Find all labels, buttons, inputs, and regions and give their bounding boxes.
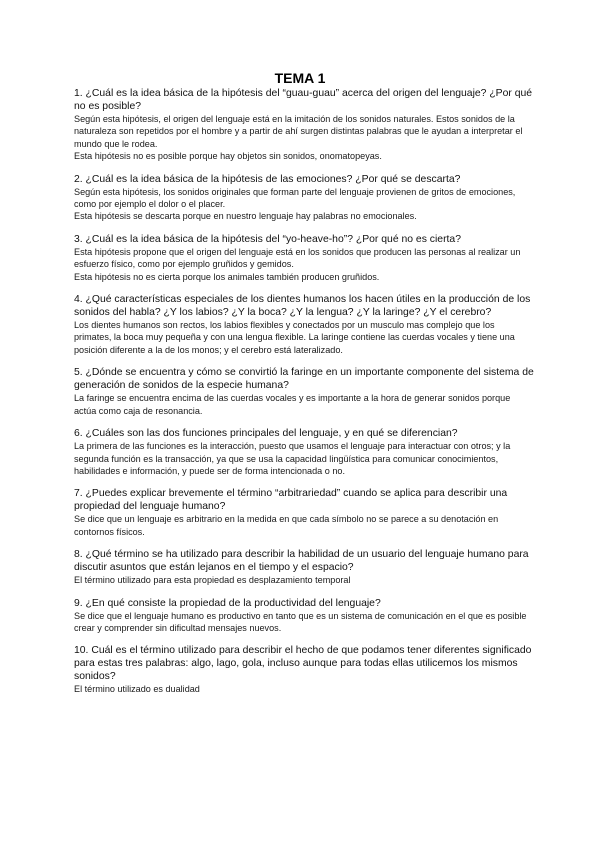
question-8: 8. ¿Qué término se ha utilizado para describir la habilidad de un usuario del lenguaje humano para discutir asuntos que están lejanos en el tiempo y el espacio?	[74, 549, 529, 574]
answer-4: Los dientes humanos son rectos, los labios flexibles y conectados por un musculo mas complejo que los primates, la boca muy pequeña y con una lengua flexible. La laringe contiene las cuerdas vocales y tiene una posición diferente a la de los monos; y el cerebro está lateralizado.	[74, 320, 515, 355]
answer-7: Se dice que un lenguaje es arbitrario en la medida en que cada símbolo no se parece a su denotación en contornos físicos.	[74, 514, 499, 537]
qa-item-6	[74, 427, 534, 477]
question-10: 10. Cuál es el término utilizado para describir el hecho de que podamos tener diferentes significado para estas tres palabras: algo, lago, gola, incluso aunque para todas ellas utilicemos los mismos sonidos?	[74, 645, 532, 683]
answer-5: La faringe se encuentra encima de las cuerdas vocales y es importante a la hora de generar sonidos porque actúa como caja de resonancia.	[74, 393, 511, 416]
qa-item-3	[74, 233, 534, 283]
answer-10: El término utilizado es dualidad	[74, 684, 200, 695]
qa-item-7	[74, 487, 534, 538]
answer-2-part-2: Esta hipótesis se descarta porque en nuestro lenguaje hay palabras no emocionales.	[74, 211, 417, 222]
answer-2-part-1: Según esta hipótesis, los sonidos originales que forman parte del lenguaje provienen de gritos de emociones, como por ejemplo el dolor o el placer.	[74, 186, 516, 210]
question-7: 7. ¿Puedes explicar brevemente el término “arbitrariedad” cuando se aplica para describir una propiedad del lenguaje humano?	[74, 488, 508, 513]
question-5: 5. ¿Dónde se encuentra y cómo se convirtió la faringe en un importante componente del sistema de generación de sonidos de la especie humana?	[74, 367, 534, 392]
answer-6: La primera de las funciones es la interacción, puesto que usamos el lenguaje para interactuar con otros; y la segunda función es la transacción, ya que se usa la capacidad lingüística para comunicar conocimientos, habilidades e información, y puede ser de forma intencionada o no.	[74, 441, 511, 476]
question-3: 3. ¿Cuál es la idea básica de la hipótesis del “yo-heave-ho”? ¿Por qué no es cierta?	[74, 233, 461, 245]
qa-item-5	[74, 366, 534, 417]
question-2: 2. ¿Cuál es la idea básica de la hipótesis de las emociones? ¿Por qué se descarta?	[74, 173, 461, 185]
question-6: 6. ¿Cuáles son las dos funciones principales del lenguaje, y en qué se diferencian?	[74, 428, 458, 440]
qa-item-8	[74, 548, 534, 586]
answer-1-part-1: Según esta hipótesis, el origen del lenguaje está en la imitación de los sonidos naturales. Estos sonidos de la naturaleza son repetidos por el hombre y a partir de ahí surgen distintas palabras que le ayudan a interpretar el mundo que le rodea.	[74, 114, 523, 149]
qa-item-2	[74, 173, 534, 223]
qa-item-9	[74, 597, 534, 635]
question-4: 4. ¿Qué características especiales de los dientes humanos los hacen útiles en la producción de los sonidos del habla? ¿Y los labios? ¿Y la boca? ¿Y la lengua? ¿Y la laringe? ¿Y el cerebro?	[74, 294, 531, 319]
answer-3-part-2: Esta hipótesis no es cierta porque los animales también producen gruñidos.	[74, 271, 380, 282]
answer-9: Se dice que el lenguaje humano es productivo en tanto que es un sistema de comunicación en el que es posible crear y comprender sin dificultad mensajes nuevos.	[74, 610, 527, 633]
answer-8: El término utilizado para esta propiedad es desplazamiento temporal	[74, 575, 351, 586]
answer-1-part-2: Esta hipótesis no es posible porque hay objetos sin sonidos, onomatopeyas.	[74, 151, 382, 162]
page-title: TEMA 1	[274, 70, 326, 86]
qa-item-10	[74, 644, 534, 695]
question-1: 1. ¿Cuál es la idea básica de la hipótesis del “guau-guau” acerca del origen del lenguaje? ¿Por qué no es posible?	[74, 88, 533, 112]
qa-list	[74, 87, 534, 706]
question-9: 9. ¿En qué consiste la propiedad de la productividad del lenguaje?	[74, 597, 381, 609]
qa-item-1	[74, 87, 534, 163]
qa-item-4	[74, 293, 534, 356]
answer-3-part-1: Esta hipótesis propone que el origen del lenguaje está en los sonidos que producen las personas al realizar un esfuerzo físico, como por ejemplo gruñidos y gemidos.	[74, 246, 521, 270]
